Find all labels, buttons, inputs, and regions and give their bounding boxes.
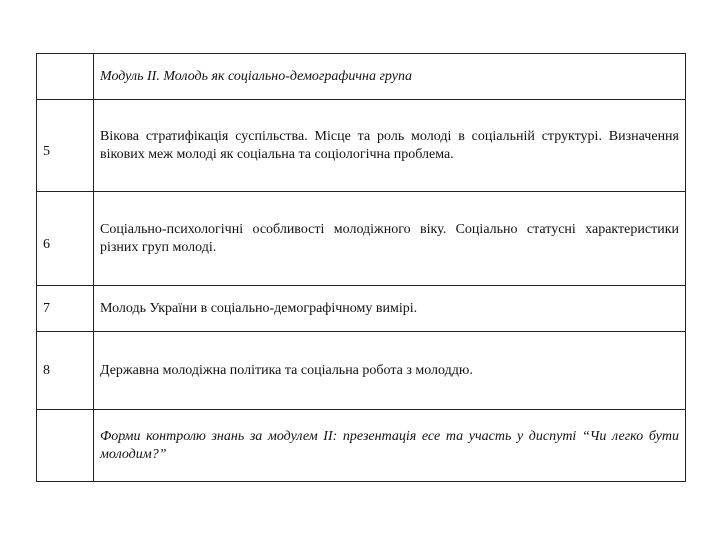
row-number-text: 6 [43, 236, 50, 252]
empty-number-cell [37, 410, 94, 482]
row-number [37, 332, 94, 410]
row-topic: Соціально-психологічні особливості молодіжного віку. Соціально статусні характеристики різних груп молоді. [94, 192, 686, 286]
row-number-text: 7 [43, 300, 50, 316]
row-number [37, 100, 94, 192]
table-row [37, 192, 686, 286]
table-row [37, 286, 686, 332]
control-row [37, 410, 686, 482]
module-header-row [37, 54, 686, 100]
row-topic: Державна молодіжна політика та соціальна робота з молоддю. [94, 332, 686, 410]
module-title: Модуль ІІ. Молодь як соціально-демографична група [94, 54, 686, 100]
module-table [36, 53, 686, 482]
row-number-text: 8 [43, 362, 50, 378]
row-topic: Вікова стратифікація суспільства. Місце та роль молоді в соціальній структурі. Визначення вікових меж молоді як соціальна та соціологічна проблема. [94, 100, 686, 192]
row-number-text: 5 [43, 143, 50, 159]
empty-number-cell [37, 54, 94, 100]
table-row [37, 332, 686, 410]
row-topic: Молодь України в соціально-демографічному вимірі. [94, 286, 686, 332]
table-row [37, 100, 686, 192]
row-number [37, 286, 94, 332]
control-forms-text: Форми контролю знань за модулем ІІ: презентація есе та участь у диспуті “Чи легко бути молодим?” [94, 410, 686, 482]
row-number [37, 192, 94, 286]
